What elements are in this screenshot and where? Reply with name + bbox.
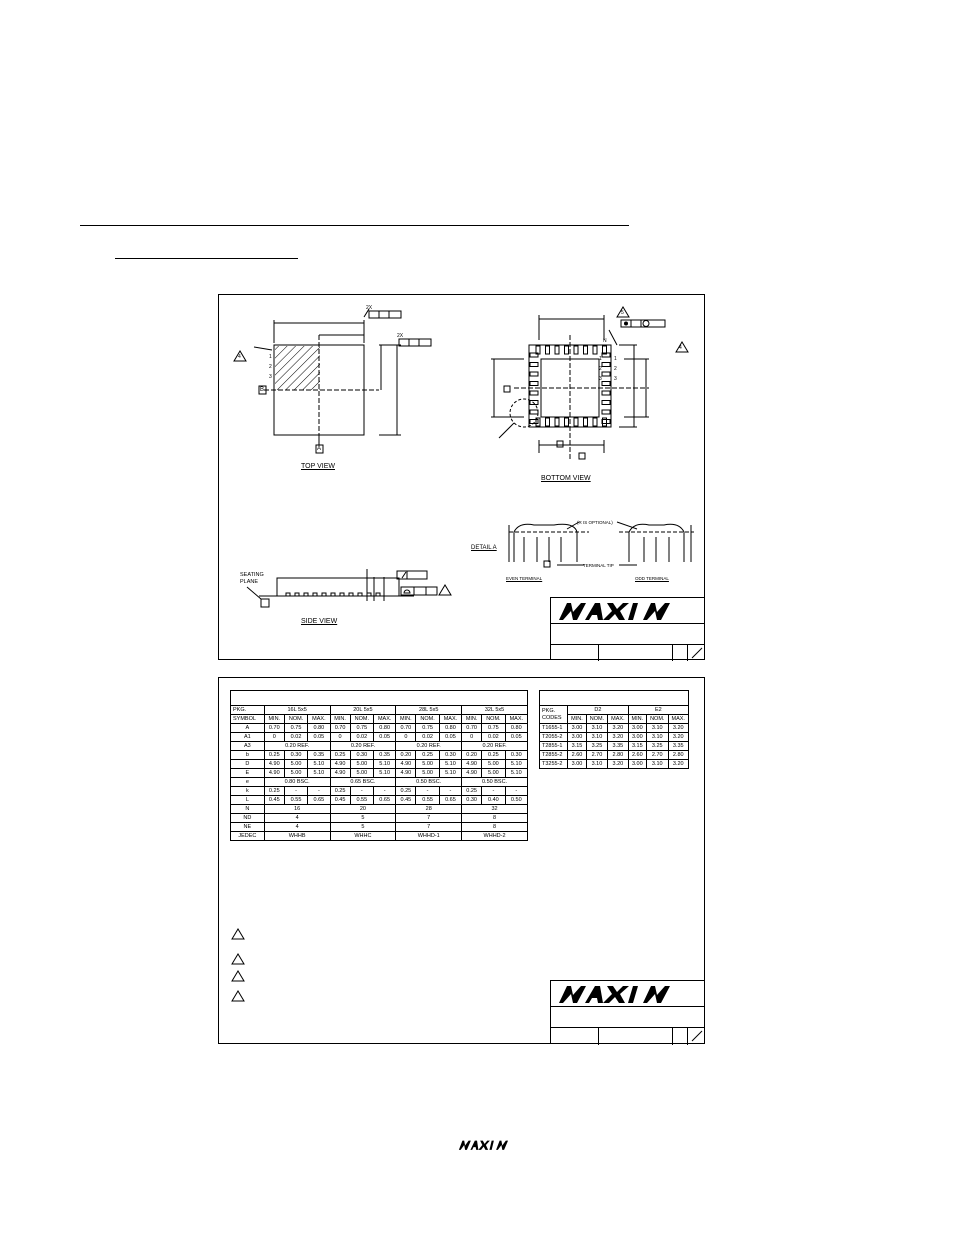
terminal-pad: [602, 372, 610, 376]
value-cell: 0.55: [350, 796, 373, 805]
value-cell: 4.90: [462, 760, 482, 769]
terminal-pad: [602, 382, 610, 386]
top-view-datum-a: A: [317, 446, 322, 452]
value-cell: WHHC: [330, 832, 396, 841]
value-cell: 32: [462, 805, 528, 814]
value-cell: 0.70: [462, 724, 482, 733]
value-cell: 0.20: [462, 751, 482, 760]
bottom-view-n-label: N: [603, 338, 607, 344]
terminal-pad: [555, 346, 559, 354]
symbol-cell: NE: [231, 823, 265, 832]
value-cell: 0.20 REF.: [264, 742, 330, 751]
symbol-cell: A3: [231, 742, 265, 751]
side-view-drawing: [239, 567, 479, 627]
value-cell: 3.10: [586, 724, 607, 733]
note-triangle-icon: [231, 970, 245, 982]
min-nom-max-header: MIN.: [396, 715, 416, 724]
terminal-pad: [602, 401, 610, 405]
value-cell: -: [374, 787, 396, 796]
bottom-view-pin-3: 3: [614, 376, 617, 382]
terminal-pad: [546, 418, 550, 426]
terminal-pad: [565, 418, 569, 426]
symbol-cell: e: [231, 778, 265, 787]
table-row: [540, 742, 689, 751]
value-cell: 0.45: [396, 796, 416, 805]
value-cell: 7: [396, 823, 462, 832]
value-cell: 5.00: [350, 760, 373, 769]
table-row: [231, 796, 528, 805]
table-row: [231, 733, 528, 742]
package-group-header: 32L 5x5: [462, 706, 528, 715]
symbol-cell: D: [231, 760, 265, 769]
value-cell: 2.80: [608, 751, 628, 760]
value-cell: 3.10: [647, 733, 668, 742]
table-row: [231, 805, 528, 814]
value-cell: 0.02: [350, 733, 373, 742]
value-cell: -: [482, 787, 505, 796]
value-cell: 0.25: [264, 751, 284, 760]
value-cell: 0.75: [350, 724, 373, 733]
pad-group-header: E2: [628, 706, 688, 715]
value-cell: 0.55: [416, 796, 439, 805]
value-cell: 3.20: [608, 760, 628, 769]
value-cell: 2.70: [647, 751, 668, 760]
top-view-datum-b: B: [260, 387, 265, 393]
value-cell: 5.00: [284, 760, 307, 769]
terminal-pad: [602, 391, 610, 395]
value-cell: 0.75: [416, 724, 439, 733]
table-row: [231, 751, 528, 760]
value-cell: 0.20 REF.: [396, 742, 462, 751]
value-cell: 3.10: [586, 760, 607, 769]
table-row: [231, 742, 528, 751]
value-cell: 5: [330, 814, 396, 823]
value-cell: 3.15: [568, 742, 586, 751]
value-cell: 16: [264, 805, 330, 814]
terminal-pad: [602, 363, 610, 367]
value-cell: 2.60: [628, 751, 646, 760]
value-cell: 2.80: [668, 751, 689, 760]
value-cell: 3.20: [608, 733, 628, 742]
value-cell: 4: [264, 814, 330, 823]
top-view-drawing: [219, 295, 439, 455]
bottom-view-pin-left-3: 3: [599, 376, 602, 382]
value-cell: 5: [330, 823, 396, 832]
value-cell: 0.80: [374, 724, 396, 733]
bottom-view-pin-left-2: 2: [599, 366, 602, 372]
package-code-cell: T2855-1: [540, 742, 568, 751]
table-row: [231, 787, 528, 796]
symbol-cell: ND: [231, 814, 265, 823]
value-cell: 5.10: [374, 760, 396, 769]
bottom-view-note-mark-4: 4: [679, 345, 682, 351]
value-cell: 8: [462, 814, 528, 823]
footer-logo: [458, 1139, 520, 1151]
value-cell: 5.10: [439, 760, 461, 769]
symbol-header: SYMBOL: [231, 715, 265, 724]
value-cell: 3.20: [668, 733, 689, 742]
value-cell: 3.20: [608, 724, 628, 733]
top-view-2x-b: 2X: [397, 333, 404, 339]
terminal-pad: [574, 346, 578, 354]
value-cell: 0.65 BSC.: [330, 778, 396, 787]
top-view-pin-1: 1: [269, 354, 272, 360]
pkg-header: PKG.: [542, 707, 556, 714]
detail-terminal-tip: TERMINAL TIP: [583, 563, 614, 568]
detail-odd-terminal: ODD TERMINAL: [635, 576, 669, 581]
value-cell: 0.35: [308, 751, 330, 760]
value-cell: 0.05: [308, 733, 330, 742]
package-group-header: 16L 5x5: [264, 706, 330, 715]
value-cell: 5.00: [482, 760, 505, 769]
value-cell: 0: [396, 733, 416, 742]
seating-plane-label-2: PLANE: [240, 579, 259, 585]
title-block-2: [550, 980, 705, 1044]
symbol-cell: N: [231, 805, 265, 814]
value-cell: 3.00: [568, 724, 586, 733]
terminal-pad: [565, 346, 569, 354]
dimension-table-title-bar: [230, 690, 528, 706]
exposed-pad-table-title-bar: [539, 690, 689, 706]
top-view-note-mark: 4: [238, 354, 241, 360]
value-cell: 0.25: [462, 787, 482, 796]
value-cell: -: [308, 787, 330, 796]
value-cell: 0.25: [416, 751, 439, 760]
value-cell: WHHB: [264, 832, 330, 841]
value-cell: 0.02: [482, 733, 505, 742]
symbol-cell: E: [231, 769, 265, 778]
symbol-cell: b: [231, 751, 265, 760]
value-cell: 4.90: [264, 760, 284, 769]
min-nom-max-header: MAX.: [608, 715, 628, 724]
value-cell: -: [505, 787, 527, 796]
seating-plane-label: SEATING: [240, 572, 264, 578]
value-cell: 2.70: [586, 751, 607, 760]
value-cell: 5.00: [416, 760, 439, 769]
bottom-view-label: BOTTOM VIEW: [541, 475, 591, 482]
terminal-pad: [555, 418, 559, 426]
bottom-view-note-mark-5: 5: [621, 310, 624, 316]
terminal-pad: [593, 346, 597, 354]
value-cell: 5.00: [482, 769, 505, 778]
symbol-cell: A: [231, 724, 265, 733]
value-cell: 0: [264, 733, 284, 742]
bottom-view-drawing: [489, 295, 689, 470]
value-cell: 4.90: [330, 760, 350, 769]
value-cell: 0.30: [505, 751, 527, 760]
min-nom-max-header: NOM.: [416, 715, 439, 724]
value-cell: 5.10: [374, 769, 396, 778]
value-cell: 5.10: [505, 760, 527, 769]
value-cell: -: [350, 787, 373, 796]
note-triangle-icon: [231, 928, 245, 940]
value-cell: 28: [396, 805, 462, 814]
table-row: [540, 733, 689, 742]
package-code-cell: T1655-1: [540, 724, 568, 733]
package-code-cell: T2855-2: [540, 751, 568, 760]
min-nom-max-header: NOM.: [482, 715, 505, 724]
value-cell: 0.05: [505, 733, 527, 742]
bottom-view-pin-2: 2: [614, 366, 617, 372]
terminal-pad: [530, 410, 538, 414]
value-cell: 4.90: [396, 760, 416, 769]
top-view-2x-a: 2X: [366, 305, 373, 311]
value-cell: 0.30: [284, 751, 307, 760]
terminal-pad: [546, 346, 550, 354]
top-view-pin-3: 3: [269, 374, 272, 380]
value-cell: 2.60: [568, 751, 586, 760]
min-nom-max-header: MIN.: [264, 715, 284, 724]
min-nom-max-header: NOM.: [586, 715, 607, 724]
table-row: [231, 823, 528, 832]
value-cell: 0.25: [264, 787, 284, 796]
value-cell: 3.35: [608, 742, 628, 751]
table-row: [231, 778, 528, 787]
value-cell: 0.70: [396, 724, 416, 733]
value-cell: 0.50: [505, 796, 527, 805]
value-cell: 0.25: [482, 751, 505, 760]
value-cell: 0.35: [374, 751, 396, 760]
min-nom-max-header: MAX.: [308, 715, 330, 724]
value-cell: 0.55: [284, 796, 307, 805]
value-cell: 0.25: [330, 787, 350, 796]
value-cell: -: [439, 787, 461, 796]
value-cell: 3.00: [568, 760, 586, 769]
note-triangle-icon: [231, 990, 245, 1002]
package-group-header: 20L 5x5: [330, 706, 396, 715]
bottom-view-pin-left-1: 1: [599, 356, 602, 362]
value-cell: 20: [330, 805, 396, 814]
top-view-label: TOP VIEW: [301, 463, 335, 470]
value-cell: 4.90: [330, 769, 350, 778]
side-view-label: SIDE VIEW: [301, 618, 338, 625]
value-cell: 0.65: [374, 796, 396, 805]
value-cell: 3.10: [586, 733, 607, 742]
footer-logo-text: [458, 1139, 459, 1140]
pkg-header: PKG.: [231, 706, 265, 715]
note-triangle-icon: [231, 953, 245, 965]
value-cell: 3.25: [586, 742, 607, 751]
value-cell: 0.50 BSC.: [396, 778, 462, 787]
value-cell: 0.80: [308, 724, 330, 733]
value-cell: 0.75: [284, 724, 307, 733]
package-drawing-frame: [218, 294, 705, 660]
value-cell: 3.10: [647, 724, 668, 733]
table-row: [540, 724, 689, 733]
detail-a-label: DETAIL A: [471, 545, 497, 551]
value-cell: 3.20: [668, 724, 689, 733]
table-row: [540, 751, 689, 760]
value-cell: 0.65: [439, 796, 461, 805]
min-nom-max-header: NOM.: [284, 715, 307, 724]
table-row: [540, 760, 689, 769]
value-cell: 3.00: [568, 733, 586, 742]
value-cell: 0: [462, 733, 482, 742]
value-cell: 3.10: [647, 760, 668, 769]
package-code-cell: T3255-2: [540, 760, 568, 769]
min-nom-max-header: MAX.: [668, 715, 689, 724]
value-cell: 0.80: [439, 724, 461, 733]
value-cell: 5.00: [284, 769, 307, 778]
value-cell: 0.40: [482, 796, 505, 805]
dimension-table-frame: [218, 677, 705, 1044]
value-cell: 3.15: [628, 742, 646, 751]
value-cell: 5.10: [505, 769, 527, 778]
value-cell: 0.80 BSC.: [264, 778, 330, 787]
symbol-cell: k: [231, 787, 265, 796]
table-row: [231, 769, 528, 778]
terminal-pad: [584, 418, 588, 426]
value-cell: 0.30: [439, 751, 461, 760]
value-cell: 4.90: [396, 769, 416, 778]
value-cell: WHHD-2: [462, 832, 528, 841]
value-cell: 0.25: [396, 787, 416, 796]
value-cell: 3.35: [668, 742, 689, 751]
terminal-pad: [593, 418, 597, 426]
value-cell: 0.20: [396, 751, 416, 760]
value-cell: 5.10: [308, 769, 330, 778]
value-cell: 4.90: [264, 769, 284, 778]
value-cell: 3.00: [628, 733, 646, 742]
value-cell: 0.30: [350, 751, 373, 760]
min-nom-max-header: MIN.: [330, 715, 350, 724]
dimension-table: [230, 705, 528, 841]
maxim-logo: [557, 983, 697, 1005]
value-cell: 0.20 REF.: [462, 742, 528, 751]
package-code-cell: T2055-2: [540, 733, 568, 742]
header-rule-short: [115, 258, 298, 259]
table-row: [231, 724, 528, 733]
value-cell: -: [416, 787, 439, 796]
exposed-pad-table: [539, 705, 689, 769]
maxim-logo: [557, 600, 697, 622]
bottom-view-pin-1: 1: [614, 356, 617, 362]
terminal-pad: [530, 363, 538, 367]
value-cell: 3.00: [628, 724, 646, 733]
value-cell: 4.90: [462, 769, 482, 778]
pad-group-header: D2: [568, 706, 628, 715]
terminal-pad: [530, 391, 538, 395]
terminal-pad: [574, 418, 578, 426]
value-cell: 0.80: [505, 724, 527, 733]
value-cell: 4: [264, 823, 330, 832]
min-nom-max-header: NOM.: [647, 715, 668, 724]
symbol-cell: JEDEC: [231, 832, 265, 841]
value-cell: 0.70: [330, 724, 350, 733]
value-cell: -: [284, 787, 307, 796]
min-nom-max-header: MAX.: [374, 715, 396, 724]
terminal-pad: [584, 346, 588, 354]
value-cell: 0.65: [308, 796, 330, 805]
min-nom-max-header: MAX.: [439, 715, 461, 724]
min-nom-max-header: MIN.: [628, 715, 646, 724]
value-cell: WHHD-1: [396, 832, 462, 841]
package-group-header: 28L 5x5: [396, 706, 462, 715]
value-cell: 5.00: [416, 769, 439, 778]
value-cell: 0.50 BSC.: [462, 778, 528, 787]
value-cell: 0.45: [330, 796, 350, 805]
value-cell: 3.00: [628, 760, 646, 769]
value-cell: 0.25: [330, 751, 350, 760]
value-cell: 0.75: [482, 724, 505, 733]
value-cell: 5.10: [439, 769, 461, 778]
table-row: [231, 814, 528, 823]
value-cell: 3.25: [647, 742, 668, 751]
value-cell: 0.05: [374, 733, 396, 742]
terminal-pad: [602, 410, 610, 414]
header-rule-long: [80, 225, 629, 226]
title-block-1: [550, 597, 705, 660]
value-cell: 8: [462, 823, 528, 832]
table-row: [231, 760, 528, 769]
value-cell: 0.30: [462, 796, 482, 805]
detail-optional-note: (R IS OPTIONAL): [577, 520, 613, 525]
table-row: [231, 832, 528, 841]
min-nom-max-header: MAX.: [505, 715, 527, 724]
codes-header: CODES: [542, 714, 562, 721]
value-cell: 5.00: [350, 769, 373, 778]
symbol-cell: A1: [231, 733, 265, 742]
value-cell: 0.20 REF.: [330, 742, 396, 751]
min-nom-max-header: NOM.: [350, 715, 373, 724]
value-cell: 0.02: [416, 733, 439, 742]
detail-even-terminal: EVEN TERMINAL: [506, 576, 543, 581]
symbol-cell: L: [231, 796, 265, 805]
value-cell: 3.20: [668, 760, 689, 769]
terminal-pad: [530, 372, 538, 376]
value-cell: 5.10: [308, 760, 330, 769]
min-nom-max-header: MIN.: [462, 715, 482, 724]
value-cell: 0.70: [264, 724, 284, 733]
value-cell: 0.45: [264, 796, 284, 805]
terminal-pad: [530, 382, 538, 386]
min-nom-max-header: MIN.: [568, 715, 586, 724]
value-cell: 0.02: [284, 733, 307, 742]
value-cell: 0: [330, 733, 350, 742]
value-cell: 7: [396, 814, 462, 823]
top-view-pin-2: 2: [269, 364, 272, 370]
value-cell: 0.05: [439, 733, 461, 742]
